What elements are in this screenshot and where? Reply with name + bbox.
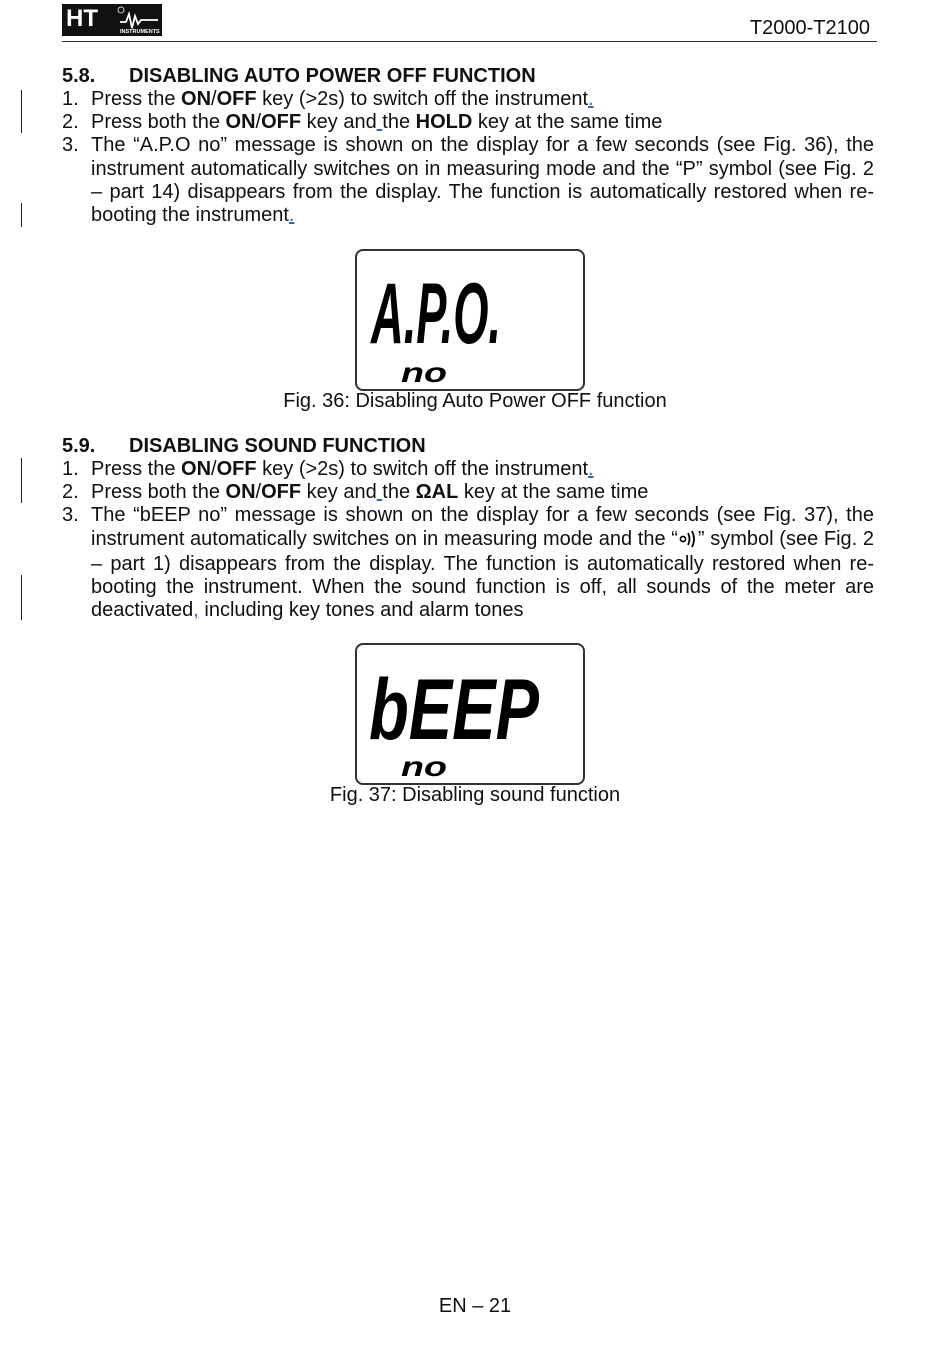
steps-list-5-9 [62,458,874,622]
section-number: 5.8. [62,65,96,87]
revision-bar [21,575,22,620]
revision-mark: , [193,599,199,622]
lcd-sub-text: no [401,751,447,782]
ht-logo-icon [62,4,162,36]
page-number: EN – 21 [438,1295,512,1317]
ht-instruments-logo [62,4,162,36]
revision-bar [21,203,22,227]
section-title: DISABLING SOUND FUNCTION [129,435,426,457]
list-item: 2. Press both the ON/OFF key and the ΩAL key at the same time [62,481,649,504]
section-heading-5-9 [62,435,426,458]
steps-list-5-8 [62,88,874,227]
list-item: 2. Press both the ON/OFF key and the HOLD key at the same time [62,111,663,134]
header-divider [62,41,877,42]
lcd-display-beep [355,643,585,785]
sound-wave-icon [678,529,698,553]
revision-mark: . [588,88,594,110]
section-title: DISABLING AUTO POWER OFF FUNCTION [129,65,536,87]
lcd-sub-text: no [401,357,447,388]
model-number: T2000-T2100 [749,17,870,39]
figure-caption: Fig. 36: Disabling Auto Power OFF function [283,390,667,412]
lcd-display-apo [355,249,585,391]
section-number: 5.9. [62,435,96,457]
lcd-main-text: bEEP [369,662,540,758]
logo-sub-text: INSTRUMENTS [120,29,160,35]
logo-brand-text: HT [66,5,98,32]
figure-caption: Fig. 37: Disabling sound function [329,784,621,806]
revision-mark: . [588,458,594,480]
revision-bar [21,90,22,133]
lcd-main-text: A.P.O. [369,266,501,362]
section-heading-5-8 [62,65,536,88]
list-item: 3. The “bEEP no” message is shown on the display for a few seconds (see Fig. 37), the instrument automatically switches on in measuring mode and the “ ” symbol (see Fig. 2 – part 1) disappears from the display. The function is automatically restored when re-booting the instrument. When the sound function is off, all sounds of the meter are deactivated, including key tones and alarm tones [62,504,875,622]
revision-bar [21,458,22,503]
list-item: 3. The “A.P.O no” message is shown on the display for a few seconds (see Fig. 36), the instrument automatically switches on in measuring mode and the “P” symbol (see Fig. 2 – part 14) disappears from the display. The function is automatically restored when re-booting the instrument. [62,134,874,227]
list-item: 1. Press the ON/OFF key (>2s) to switch off the instrument. [62,88,594,110]
revision-mark: . [288,204,295,227]
list-item: 1. Press the ON/OFF key (>2s) to switch off the instrument. [62,458,594,480]
